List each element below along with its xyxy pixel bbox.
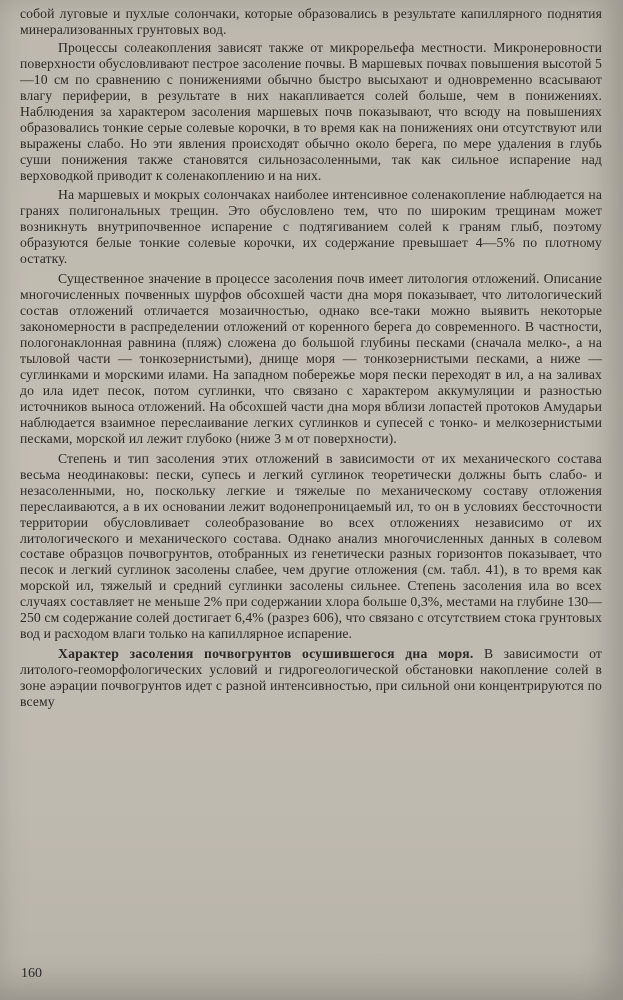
paragraph-continuation: собой луговые и пухлые солончаки, которые образовались в результате капиллярного поднятия минерализованных грунтовых вод.	[20, 6, 602, 37]
body-text	[20, 6, 602, 710]
paragraph-lithology: Существенное значение в процессе засоления почв имеет литология отложений. Описание многочисленных почвенных шурфов обсохшей части дна моря показывает, что литологический состав отложений отличается мозаичностью, однако все-таки можно выявить некоторые закономерности в распределении отложений от коренного берега до современного. В частности, пологонаклонная равнина (пляж) сложена до большой глубины песками (сначала мелко-, а на тыловой части — тонкозернистыми), днище моря — тонкозернистыми песками, а ниже — суглинками и морскими илами. На западном побережье моря пески переходят в ил, а на заливах до ила идет песок, потом суглинки, что связано с характером аккумуляции и разностью источников выноса отложений. На обсохшей части дна моря вблизи лопастей протоков Амударьи наблюдается взаимное переслаивание легких суглинков и супесей с тонко- и мелкозернистыми песками, морской ил лежит глубоко (ниже 3 м от поверхности).	[20, 271, 602, 446]
section-heading: Характер засоления почвогрунтов осушившегося дна моря.	[58, 646, 474, 662]
paragraph-microrelief: Процессы солеакопления зависят также от микрорельефа местности. Микронеровности поверхности обусловливают пестрое засоление почвы. В маршевых почвах повышения высотой 5—10 см по сравнению с понижениями обычно быстро высыхают и одновременно всасывают влагу периферии, в результате в них накапливается солей больше, чем в понижениях. Наблюдения за характером засоления маршевых почв показывают, что всюду на повышениях образовались тонкие серые солевые корочки, в то время как на понижениях они отсутствуют или выражены слабо. Но эти явления происходят обычно около берега, по мере удаления в глубь суши понижения также становятся сильнозасоленными, так как сильное испарение над верховодкой приводит к соленакоплению и на них.	[20, 39, 602, 183]
page-number: 160	[21, 966, 42, 981]
paragraph-polygonal-cracks: На маршевых и мокрых солончаках наиболее интенсивное соленакопление наблюдается на гранях полигональных трещин. Это обусловлено тем, что по широким трещинам может возникнуть внутрипочвенное испарение с подтягиванием солей к граням глыб, поэтому образуются белые тонкие солевые корочки, их содержание превышает 4—5% по плотному остатку.	[20, 187, 602, 267]
section-text: В зависимости от литолого-геоморфологических условий и гидрогеологической обстановки накопление солей в зоне аэрации почвогрунтов идет с разной интенсивностью, при сильной они концентрируются по всему	[20, 646, 602, 710]
paragraph-section-start	[20, 646, 602, 710]
paragraph-salinity-degree: Степень и тип засоления этих отложений в зависимости от их механического состава весьма неодинаковы: пески, супесь и легкий суглинок теоретически должны быть слабо- и незасоленными, но, поскольку легкие и тяжелые по механическому составу отложения переслаиваются, а в их основании лежит водонепроницаемый ил, то он в условиях бессточности территории обусловливает солеобразование во всех отложениях независимо от их литологического и механического состава. Однако анализ многочисленных данных в солевом составе образцов почвогрунтов, отобранных из генетически разных горизонтов показывает, что песок и легкий суглинок засолены слабее, чем другие отложения (см. табл. 41), в то время как морской ил, тяжелый и средний суглинки засолены сильнее. Степень засоления ила во всех случаях составляет не меньше 2% при содержании хлора больше 0,3%, местами на глубине 130—250 см содержание солей достигает 6,4% (разрез 606), что связано с отсутствием стока грунтовых вод и расходом влаги только на капиллярное испарение.	[20, 450, 602, 642]
